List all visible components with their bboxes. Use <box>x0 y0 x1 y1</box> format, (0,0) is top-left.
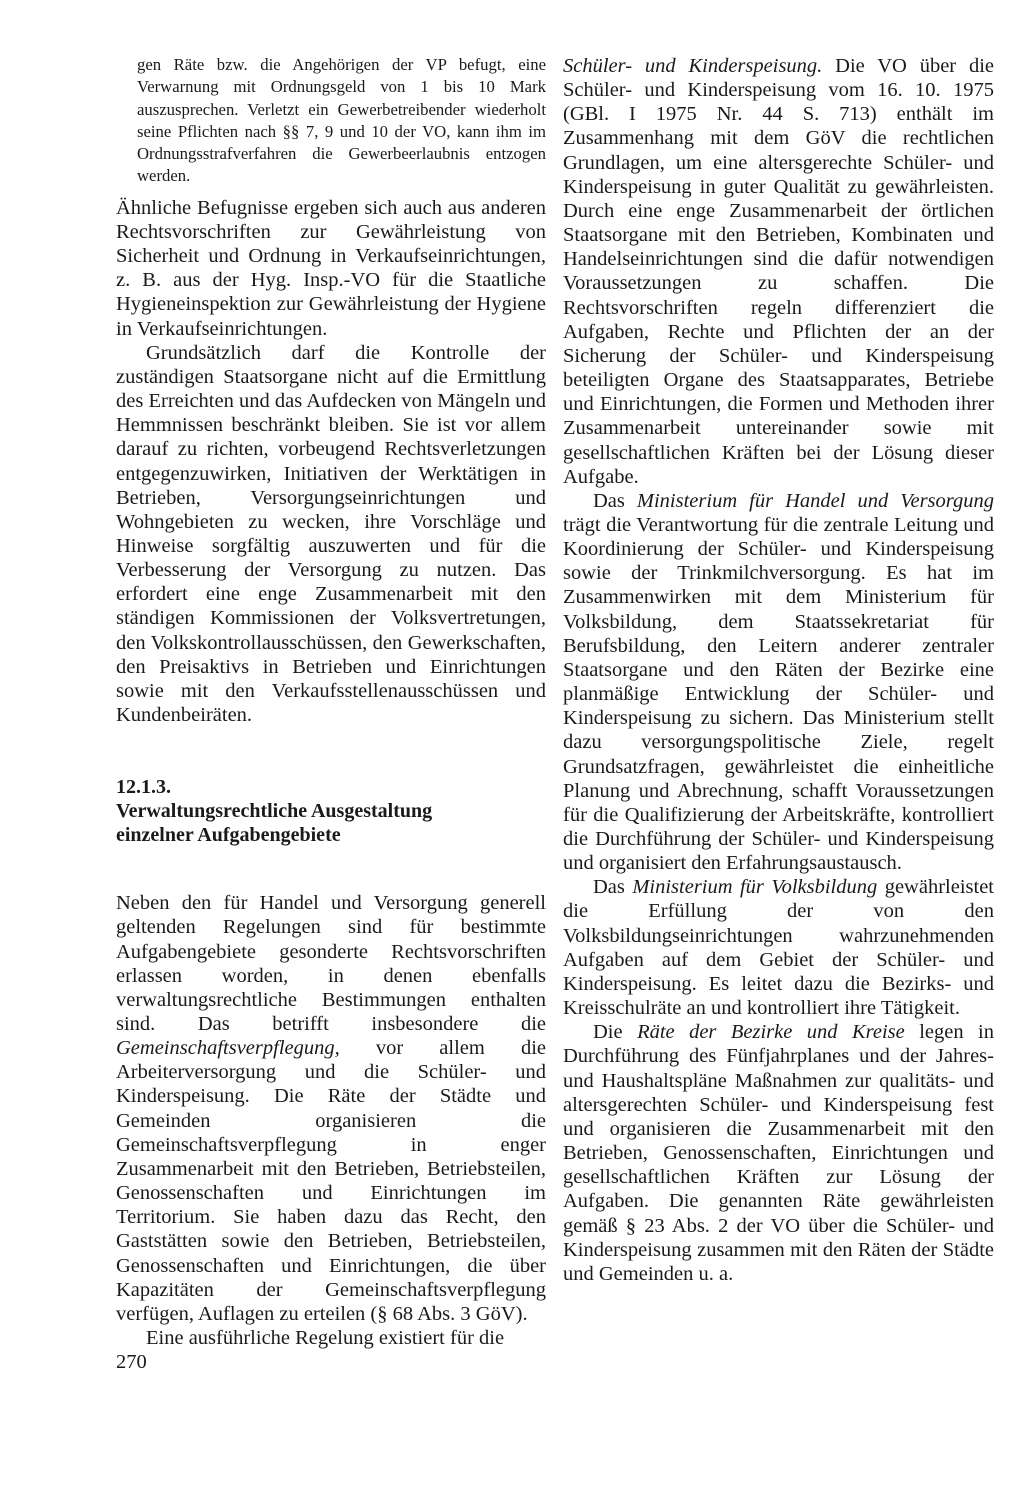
right-column <box>563 54 994 1286</box>
text-run: gewährleistet die Erfüllung der von den Volksbildungseinrichtungen wahrzunehmenden Aufgaben auf dem Gebiet der Schüler- und Kinderspeisung. Es leitet dazu die Bezirks- und Kreisschulräte an und kontrolliert ihre Tätigkeit. <box>563 876 994 1020</box>
section-heading <box>116 775 546 847</box>
text-run: Das <box>593 876 633 899</box>
paragraph-kontrolle: Grundsätzlich darf die Kontrolle der zuständigen Staatsorgane nicht auf die Ermittlung des Erreichten und das Aufdecken von Mängeln und Hemmnissen beschränkt bleiben. Sie ist vor allem darauf zu richten, vorbeugend Rechtsverletzungen entgegenzuwirken, Initiativen der Werktätigen in Betrieben, Versorgungseinrichtungen und Wohngebieten zu wecken, ihre Vorschläge und Hinweise sorgfältig auszuwerten und für die Verbesserung der Versorgung zu nutzen. Das erfordert eine enge Zusammenarbeit mit den ständigen Kommissionen der Volksvertretungen, den Volkskontrollausschüssen, den Gewerkschaften, den Preisaktivs in Betrieben und Einrichtungen sowie mit den Verkaufsstellenausschüssen und Kundenbeiräten. <box>116 341 546 727</box>
text-run: legen in Durchführung des Fünfjahrplanes und der Jahres- und Haushaltspläne Maßnahmen zur qualitäts- und altersgerechten Schüler- und Kinderspeisung fest und organisieren die Zusammenarbeit mit den Betrieben, Genossenschaften, Einrichtungen und gesellschaftlichen Kräften zur Lösung der Aufgaben. Die genannten Räte gewährleisten gemäß § 23 Abs. 2 der VO über die Schüler- und Kinderspeisung zusammen mit den Räten der Städte und Gemeinden u. a. <box>563 1021 994 1285</box>
section-title-line-2: einzelner Aufgabengebiete <box>116 824 341 847</box>
paragraph-raete <box>563 1020 994 1286</box>
text-run: Die <box>593 1021 638 1044</box>
text-run: Neben den für Handel und Versorgung generell geltenden Regelungen sind für bestimmte Aufgabengebiete gesonderte Rechtsvorschriften erlassen worden, in denen ebenfalls verwaltungsrechtliche Bestimmungen enthalten sind. Das betrifft insbesondere die <box>116 892 546 1035</box>
section-title-line-1: Verwaltungsrechtliche Ausgestaltung <box>116 800 433 823</box>
text-run: vor allem die Arbeiterversorgung und die Schüler- und Kinderspeisung. Die Räte der Städte und Gemeinden organisieren die Gemeinschaftsverpflegung in enger Zusammenarbeit mit den Betrieben, Betriebsteilen, Genossenschaften und Einrichtungen im Territorium. Sie haben dazu das Recht, den Gaststätten sowie den Betrieben, Betriebsteilen, Genossenschaften und Einrichtungen, die über Kapazitäten der Gemeinschaftsverpflegung verfügen, Auflagen zu erteilen (§ 68 Abs. 3 GöV). <box>116 1037 546 1325</box>
paragraph-regelung: Eine ausführliche Regelung existiert für die <box>146 1327 505 1350</box>
emphasis: Ministerium für Handel und Versorgung <box>636 489 994 512</box>
paragraph-ministerium-volksbildung <box>563 875 994 1020</box>
emphasis: Schüler- und Kinderspeisung. <box>563 55 823 77</box>
emphasis: Gemeinschaftsverpflegung, <box>116 1037 340 1060</box>
paragraph-ministerium-handel <box>563 489 994 876</box>
paragraph-befugnisse: Ähnliche Befugnisse ergeben sich auch aus anderen Rechtsvorschriften zur Gewährleistung von Sicherheit und Ordnung in Verkaufseinrichtungen, z. B. aus der Hyg. Insp.-VO für die Staatliche Hygieneinspektion zur Gewährleistung der Hygiene in Verkaufseinrichtungen. <box>116 196 546 340</box>
text-run: trägt die Verantwortung für die zentrale Leitung und Koordinierung der Schüler- und Kinderspeisung sowie der Trinkmilchversorgung. Es hat im Zusammenwirken mit dem Ministerium für Volksbildung, dem Staatssekretariat für Berufsbildung, den Leitern anderer zentraler Staatsorgane und den Räten der Bezirke eine planmäßige Entwicklung der Schüler- und Kinderspeisung zu sichern. Das Ministerium stellt dazu versorgungspolitische Ziele, regelt Grundsatzfragen, gewährleistet die einheitliche Planung und Abrechnung, schafft Voraussetzungen für die Qualifizierung der Arbeitskräfte, kontrolliert die Durchführung der Schüler- und Kinderspeisung und organisiert den Erfahrungsaustausch. <box>563 513 994 875</box>
text-run: Das <box>593 489 637 512</box>
paragraph-kinderspeisung <box>563 54 994 489</box>
paragraph-gemeinschaftsverpflegung <box>116 891 546 1326</box>
emphasis: Ministerium für Volksbildung <box>632 876 878 899</box>
block-quote: gen Räte bzw. die Angehörigen der VP befugt, eine Verwarnung mit Ordnungsgeld von 1 bis 10 Mark auszusprechen. Verletzt ein Gewerbetreibender wiederholt seine Pflichten nach §§ 7, 9 und 10 der VO, kann ihm im Ordnungsstrafverfahren die Gewerbeerlaubnis entzogen werden. <box>137 55 546 186</box>
left-column <box>116 54 546 1350</box>
text-run: Die VO über die Schüler- und Kinderspeisung vom 16. 10. 1975 (GBl. I 1975 Nr. 44 S. 713) enthält im Zusammenhang mit dem GöV die rechtlichen Grundlagen, um eine altersgerechte Schüler- und Kinderspeisung in guter Qualität zu gewährleisten. Durch eine enge Zusammenarbeit der örtlichen Staatsorgane mit den Betrieben, Kombinaten und Handelseinrichtungen sind die dafür notwendigen Voraussetzungen zu schaffen. Die Rechtsvorschriften regeln differenziert die Aufgaben, Rechte und Pflichten der an der Sicherung der Schüler- und Kinderspeisung beteiligten Organe des Staatsapparates, Betriebe und Einrichtungen, die Formen und Methoden ihrer Zusammenarbeit untereinander sowie mit gesellschaftlichen Kräften bei der Lösung dieser Aufgabe. <box>563 55 995 488</box>
emphasis: Räte der Bezirke und Kreise <box>637 1021 905 1044</box>
page-number: 270 <box>116 1351 147 1373</box>
section-number: 12.1.3. <box>116 776 171 799</box>
